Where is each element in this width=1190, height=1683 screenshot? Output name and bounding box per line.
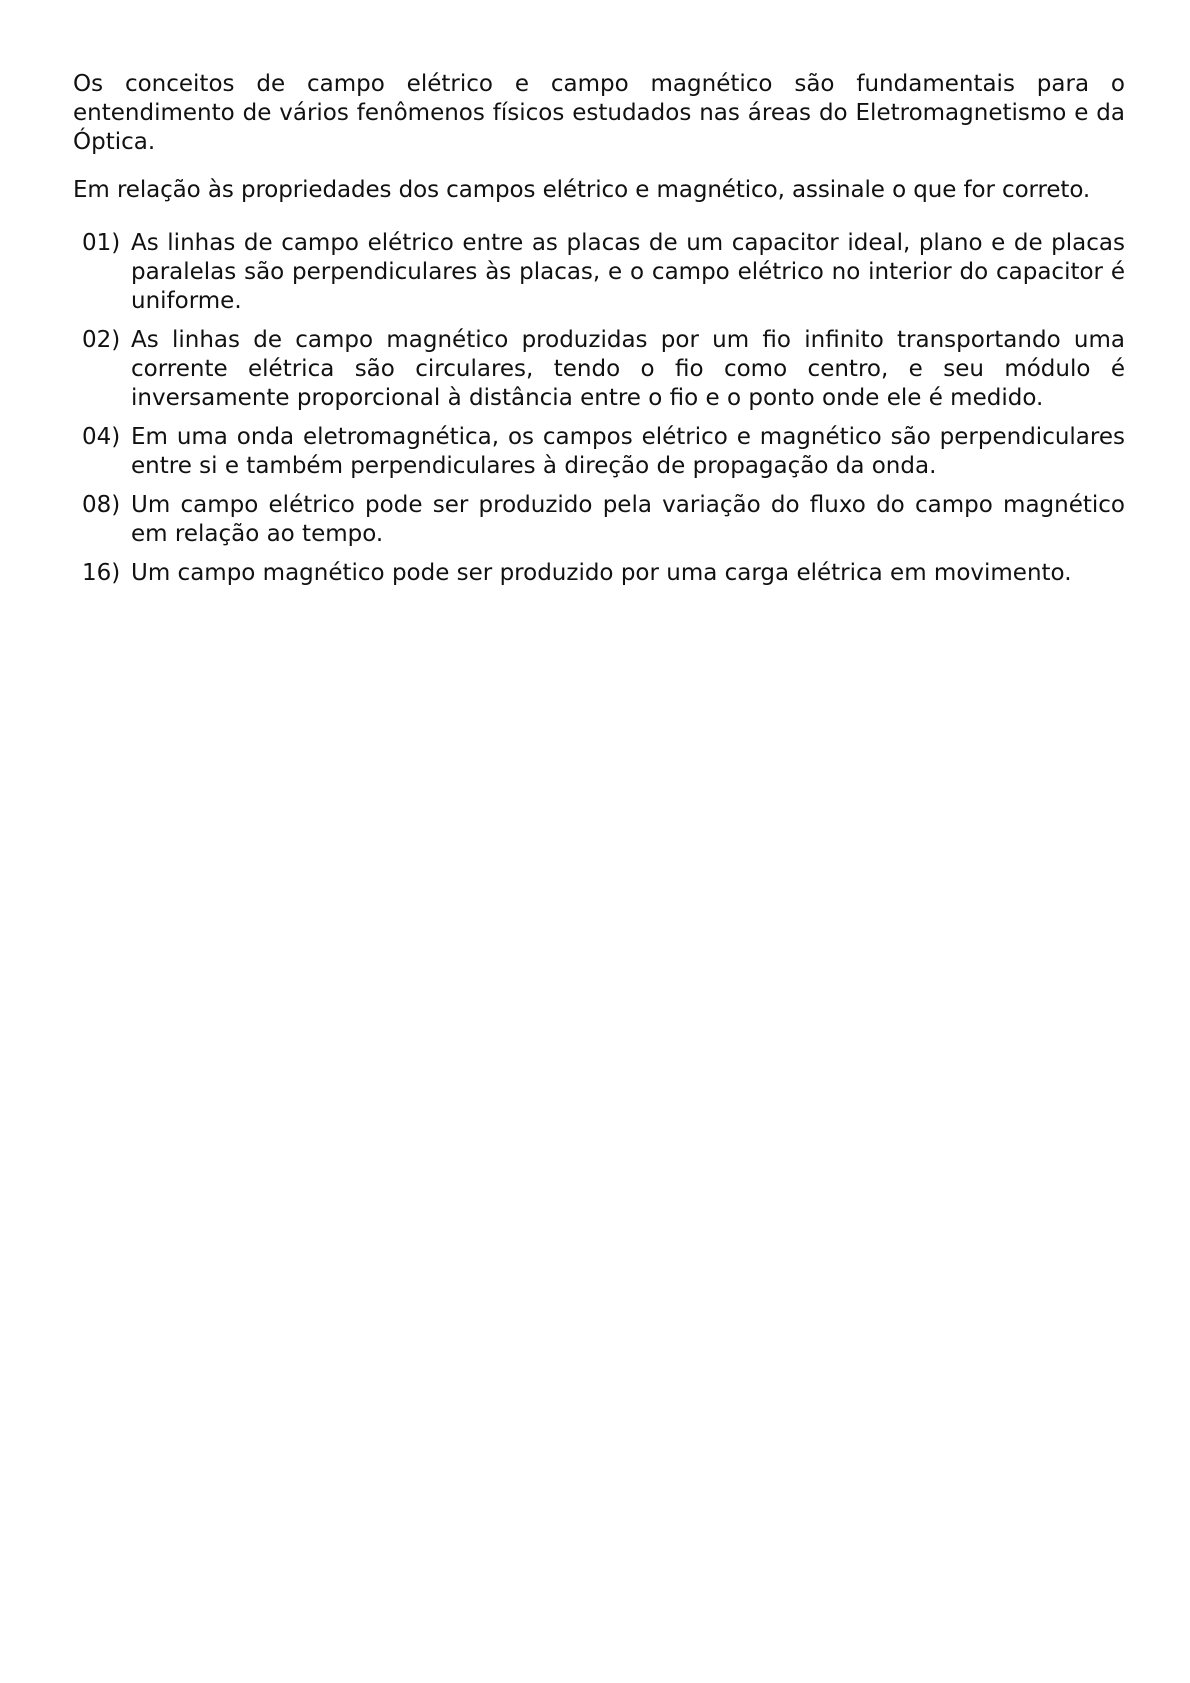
- option-text: As linhas de campo elétrico entre as placas de um capacitor ideal, plano e de placas paralelas são perpendiculares às placas, e o campo elétrico no interior do capacitor é uniforme.: [131, 230, 1125, 314]
- document-page: [73, 70, 1125, 598]
- option-text: Um campo elétrico pode ser produzido pela variação do fluxo do campo magnético em relação ao tempo.: [131, 492, 1125, 547]
- option-text: Em uma onda eletromagnética, os campos elétrico e magnético são perpendiculares entre si e também perpendiculares à direção de propagação da onda.: [131, 424, 1125, 479]
- option-number: 04): [82, 424, 121, 450]
- question-prompt: Em relação às propriedades dos campos elétrico e magnético, assinale o que for correto.: [73, 177, 1091, 203]
- answer-options-list: [73, 229, 1125, 588]
- option-16: [73, 559, 1125, 588]
- option-number: 16): [82, 560, 121, 586]
- option-text: As linhas de campo magnético produzidas por um fio infinito transportando uma corrente elétrica são circulares, tendo o fio como centro, e seu módulo é inversamente proporcional à distância entre o fio e o ponto onde ele é medido.: [131, 327, 1125, 411]
- option-01: [73, 229, 1125, 316]
- option-02: [73, 326, 1125, 413]
- option-08: [73, 491, 1125, 549]
- option-text: Um campo magnético pode ser produzido por uma carga elétrica em movimento.: [131, 560, 1072, 586]
- intro-paragraph: Os conceitos de campo elétrico e campo magnético são fundamentais para o entendimento de vários fenômenos físicos estudados nas áreas do Eletromagnetismo e da Óptica.: [73, 71, 1125, 155]
- option-number: 08): [82, 492, 121, 518]
- option-number: 02): [82, 327, 121, 353]
- option-04: [73, 423, 1125, 481]
- option-number: 01): [82, 230, 121, 256]
